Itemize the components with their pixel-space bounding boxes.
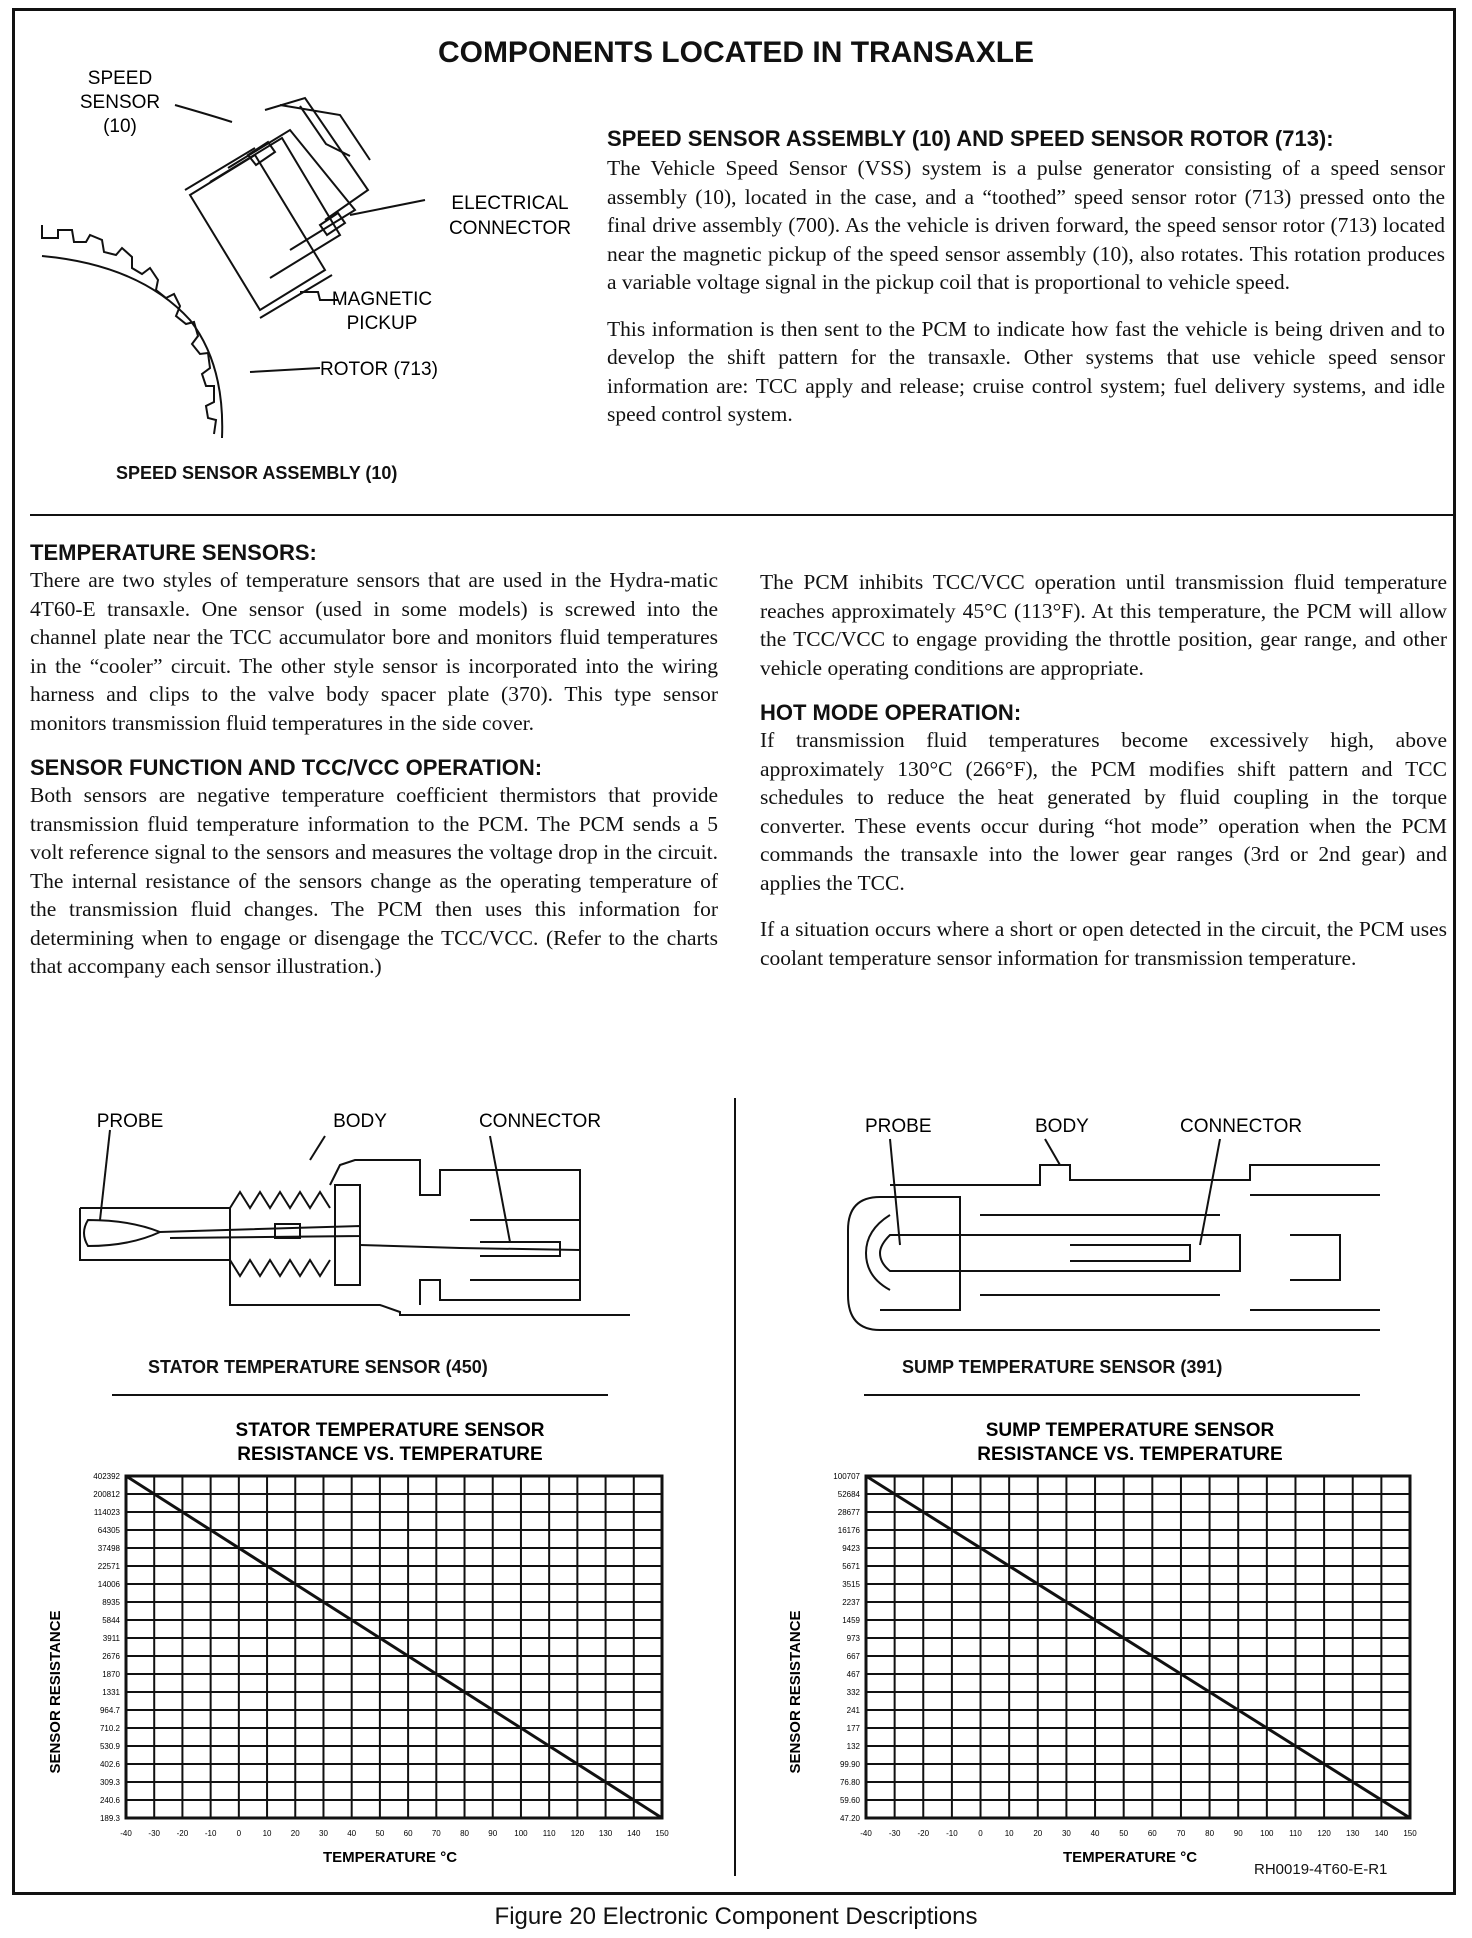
sump-chart-x-tick-label: 60 [1147,1829,1157,1838]
sensor-function-text: Both sensors are negative temperature coefficient thermistors that provide transmission fluid temperature information to the PCM. The PCM sends a 5 volt reference signal to the sensors and measures the voltage drop in the circuit. The internal resistance of the sensors change as the operating temperature of the transmission fluid changes. The PCM then uses this information for determining when to engage or disengage the TCC/VCC. (Refer to the charts that accompany each sensor illustration.) [30,783,718,978]
stator-chart-xlabel: TEMPERATURE °C [322,1849,458,1866]
stator-chart-x-tick-label: 100 [514,1829,528,1838]
sump-chart-x-tick-label: 30 [1061,1829,1071,1838]
stator-label-probe: PROBE [96,1111,164,1132]
stator-chart-title [236,1420,545,1465]
stator-chart-y-tick-label: 240.6 [99,1796,120,1805]
sump-chart-y-tick-label: 16176 [837,1526,860,1535]
sump-chart-x-tick-label: 0 [978,1829,983,1838]
speed-sensor-diagram [20,60,590,500]
sump-chart-ylabel: SENSOR RESISTANCE [787,1610,804,1774]
sump-caption-rule [864,1394,1360,1396]
sump-chart-x-tick-label: -40 [860,1829,872,1838]
sensor-function-heading: SENSOR FUNCTION AND TCC/VCC OPERATION: [30,755,543,780]
sump-chart-y-tick-label: 28677 [837,1508,860,1517]
section-divider-top [30,514,1456,516]
temperature-sensors-heading: TEMPERATURE SENSORS: [30,540,317,565]
sump-chart-x-tick-label: -10 [946,1829,958,1838]
stator-chart-y-tick-label: 5844 [102,1616,120,1625]
stator-chart-y-tick-label: 114023 [93,1508,120,1517]
stator-chart-x-tick-label: 80 [460,1829,469,1838]
stator-chart-y-tick-label: 8935 [102,1598,120,1607]
sump-chart-y-tick-label: 1459 [842,1616,860,1625]
stator-chart-x-tick-label: 70 [431,1829,441,1838]
stator-chart-title-line1: STATOR TEMPERATURE SENSOR [235,1420,545,1441]
sump-chart-y-tick-label: 5671 [842,1562,860,1571]
sump-chart-y-tick-label: 99.90 [839,1760,860,1769]
sump-chart-y-tick-label: 132 [846,1742,860,1751]
stator-chart-x-tick-label: 120 [570,1829,585,1838]
sump-chart-x-tick-label: 150 [1403,1829,1417,1838]
stator-chart-series-line [126,1476,662,1818]
right-column [760,568,1447,972]
stator-chart-y-tick-label: 964.7 [99,1706,120,1715]
stator-chart-y-tick-label: 530.9 [99,1742,120,1751]
speed-sensor-heading: SPEED SENSOR ASSEMBLY (10) AND SPEED SENSOR ROTOR (713): [607,126,1334,151]
stator-chart-x-tick-label: -20 [176,1829,189,1838]
label-rotor: ROTOR (713) [320,359,438,380]
stator-chart-x-tick-label: 30 [319,1829,328,1838]
stator-label-connector: CONNECTOR [478,1111,602,1132]
sump-chart-x-tick-label: 10 [1004,1829,1014,1838]
label-magnetic-pickup-line1: MAGNETIC [331,289,433,310]
stator-chart-y-tick-label: 1870 [102,1670,120,1679]
label-magnetic-pickup-line2: PICKUP [346,313,418,334]
stator-chart-y-tick-label: 2676 [102,1652,120,1661]
sump-chart-y-tick-label: 177 [846,1724,860,1733]
sump-chart-y-tick-label: 667 [846,1652,860,1661]
stator-chart-x-tick-label: 90 [488,1829,498,1838]
sump-chart-x-tick-label: 90 [1233,1829,1243,1838]
stator-chart-plot [93,1472,669,1838]
sump-chart-y-tick-label: 241 [846,1706,860,1715]
stator-chart-x-tick-label: 40 [347,1829,357,1838]
sump-chart-y-tick-label: 76.80 [839,1778,860,1787]
sump-caption: SUMP TEMPERATURE SENSOR (391) [902,1357,1223,1377]
temperature-sensors-text: There are two styles of temperature sensors that are used in the Hydra-matic 4T60-E transaxle. One sensor (used in some models) is screwed into the channel plate near the TCC accumulator bore and monitors fluid temperatures in the “cooler” circuit. The other style sensor is incorporated into the wiring harness and clips to the valve body spacer plate (370). This type sensor monitors transmission fluid temperatures in the side cover. [30,568,718,735]
sump-chart-x-tick-label: 110 [1289,1829,1302,1838]
label-electrical-connector-line2: CONNECTOR [448,218,572,239]
sump-chart-x-tick-label: 40 [1090,1829,1100,1838]
sump-chart-title [977,1420,1282,1465]
stator-chart [30,1412,690,1872]
stator-chart-x-tick-label: 60 [403,1829,413,1838]
sump-chart-y-tick-label: 59.60 [839,1796,860,1805]
sump-chart-plot [833,1472,1417,1838]
stator-chart-x-tick-label: -40 [120,1829,132,1838]
sump-label-connector: CONNECTOR [1180,1116,1303,1137]
sump-sensor-diagram [820,1105,1440,1335]
sump-chart-title-line2: RESISTANCE VS. TEMPERATURE [977,1444,1283,1465]
sump-chart-title-line1: SUMP TEMPERATURE SENSOR [985,1420,1275,1441]
stator-caption: STATOR TEMPERATURE SENSOR (450) [148,1357,488,1377]
sump-chart-x-tick-label: 80 [1205,1829,1215,1838]
label-speed-sensor-line1: SPEED [87,68,153,89]
stator-chart-y-tick-label: 3911 [102,1634,120,1643]
sump-chart-y-tick-label: 9423 [842,1544,860,1553]
sump-chart-y-tick-label: 100707 [833,1472,860,1481]
hot-mode-para2: If a situation occurs where a short or open detected in the circuit, the PCM uses coolant temperature sensor information for transmission temperature. [760,917,1447,970]
left-column [30,540,718,981]
sump-chart-y-tick-label: 3515 [842,1580,860,1589]
label-electrical-connector-line1: ELECTRICAL [451,193,569,214]
speed-sensor-para2: This information is then sent to the PCM to indicate how fast the vehicle is being driven and to develop the shift pattern for the transaxle. Other systems that use vehicle speed sensor information are: TCC apply and release; cruise control system; fuel delivery systems, and idle speed control system. [607,316,1445,426]
stator-caption-rule [112,1394,608,1396]
stator-sensor-diagram [60,1100,660,1330]
stator-chart-y-tick-label: 14006 [97,1580,120,1589]
stator-chart-y-tick-label: 1331 [102,1688,120,1697]
speed-sensor-caption: SPEED SENSOR ASSEMBLY (10) [116,463,398,483]
stator-chart-x-tick-label: 130 [598,1829,613,1838]
hot-mode-heading: HOT MODE OPERATION: [760,700,1022,725]
stator-label-body: BODY [333,1111,387,1132]
sump-chart-y-tick-label: 332 [846,1688,860,1697]
sump-chart-xlabel: TEMPERATURE °C [1062,1849,1198,1866]
stator-chart-x-tick-label: 110 [542,1829,556,1838]
stator-chart-y-tick-label: 710.2 [99,1724,120,1733]
stator-chart-x-tick-label: 150 [655,1829,669,1838]
page-title: COMPONENTS LOCATED IN TRANSAXLE [437,36,1035,69]
sump-chart-y-tick-label: 47.20 [839,1814,860,1823]
sump-chart [770,1412,1440,1872]
figure-caption: Figure 20 Electronic Component Descriptions [494,1903,978,1930]
stator-chart-y-tick-label: 64305 [97,1526,120,1535]
sump-chart-y-tick-label: 2237 [842,1598,860,1607]
stator-chart-x-tick-label: -30 [148,1829,160,1838]
stator-chart-ylabel: SENSOR RESISTANCE [47,1610,64,1774]
sump-chart-y-tick-label: 973 [846,1634,860,1643]
stator-chart-y-tick-label: 200812 [93,1490,120,1499]
stator-chart-y-tick-label: 37498 [97,1544,120,1553]
stator-chart-x-tick-label: 20 [290,1829,300,1838]
sump-chart-x-tick-label: 140 [1374,1829,1389,1838]
sump-chart-x-tick-label: 100 [1260,1829,1274,1838]
sump-chart-x-tick-label: 20 [1033,1829,1043,1838]
sump-chart-x-tick-label: -20 [917,1829,930,1838]
hot-mode-para1: If transmission fluid temperatures become excessively high, above approximately 130°C (266°F), the PCM modifies shift pattern and TCC schedules to reduce the heat generated by fluid coupling in the torque converter. These events occur during “hot mode” operation when the PCM commands the transaxle into the lower gear ranges (3rd or 2nd gear) and applies the TCC. [760,728,1447,895]
stator-chart-y-tick-label: 309.3 [99,1778,120,1787]
stator-chart-x-tick-label: 0 [236,1829,242,1838]
label-speed-sensor-line3: (10) [103,116,137,137]
stator-chart-title-line2: RESISTANCE VS. TEMPERATURE [237,1444,543,1465]
sump-chart-x-tick-label: -30 [888,1829,901,1838]
label-speed-sensor-line2: SENSOR [79,92,161,113]
sump-chart-x-tick-label: 70 [1176,1829,1186,1838]
sump-chart-x-tick-label: 50 [1119,1829,1129,1838]
sump-label-probe: PROBE [865,1116,932,1137]
stator-chart-x-tick-label: 140 [627,1829,641,1838]
sump-label-body: BODY [1035,1116,1089,1137]
stator-chart-x-tick-label: 10 [262,1829,272,1838]
pcm-inhibit-text: The PCM inhibits TCC/VCC operation until transmission fluid temperature reaches approximately 45°C (113°F). At this temperature, the PCM will allow the TCC/VCC to engage providing the throttle position, gear range, and other vehicle operating conditions are appropriate. [760,570,1447,680]
ref-code: RH0019-4T60-E-R1 [1254,1861,1388,1878]
stator-chart-x-tick-label: 50 [375,1829,385,1838]
sump-chart-x-tick-label: 130 [1346,1829,1360,1838]
sump-chart-x-tick-label: 120 [1317,1829,1331,1838]
sump-chart-series-line [866,1476,1410,1818]
sump-chart-y-tick-label: 52684 [837,1490,860,1499]
stator-chart-y-tick-label: 402392 [93,1472,120,1481]
sump-chart-y-tick-label: 467 [846,1670,860,1679]
speed-sensor-text [607,154,1445,429]
speed-sensor-para1: The Vehicle Speed Sensor (VSS) system is a pulse generator consisting of a speed sensor assembly (10), located in the case, and a “toothed” speed sensor rotor (713) pressed onto the final drive assembly (700). As the vehicle is driven forward, the speed sensor rotor (713) located near the magnetic pickup of the speed sensor assembly (10), also rotates. This rotation produces a variable voltage signal in the pickup coil that is proportional to vehicle speed. [607,156,1445,294]
stator-chart-y-tick-label: 189.3 [99,1814,120,1823]
stator-chart-y-tick-label: 402.6 [99,1760,120,1769]
stator-chart-x-tick-label: -10 [204,1829,217,1838]
stator-chart-y-tick-label: 22571 [97,1562,120,1571]
column-divider [734,1098,736,1876]
